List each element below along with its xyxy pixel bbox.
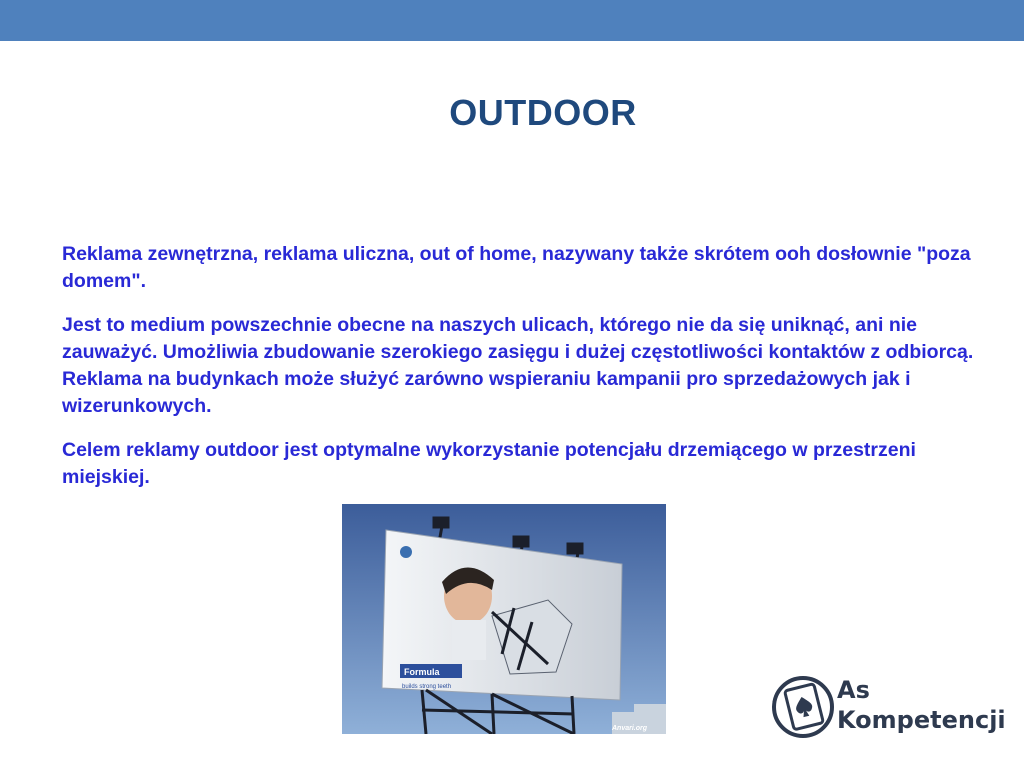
top-accent-bar (0, 0, 1024, 41)
billboard-brand-text: Formula (404, 667, 440, 677)
as-kompetencji-logo (769, 671, 1006, 743)
photo-watermark: Anvari.org (612, 725, 648, 732)
body-paragraph-2: Jest to medium powszechnie obecne na naszych ulicach, którego nie da się uniknąć, ani nie zauważyć. Umożliwia zbudowanie szerokiego zasięgu i dużej częstotliwości kontaktów z odbiorcą. Reklama na budynkach może służyć zarówno wspieraniu kampanii pro sprzedażowych jak i wizerunkowych. (62, 314, 974, 417)
logo-text (837, 675, 1006, 735)
body-paragraph-3: Celem reklamy outdoor jest optymalne wykorzystanie potencjału drzemiącego w przestrzeni miejskiej. (62, 439, 916, 488)
billboard-slogan-text: builds strong teeth (402, 684, 452, 690)
logo-text-line1: As (837, 676, 870, 704)
spade-card-icon (769, 671, 839, 741)
body-paragraph-1: Reklama zewnętrzna, reklama uliczna, out of home, nazywany także skrótem ooh dosłownie "poza domem". (62, 243, 971, 292)
slide-body (62, 241, 982, 508)
slide-title: OUTDOOR (449, 92, 637, 133)
billboard-photo (342, 504, 666, 734)
logo-text-line2: Kompetencji (837, 706, 1006, 734)
billboard-illustration (342, 504, 666, 734)
